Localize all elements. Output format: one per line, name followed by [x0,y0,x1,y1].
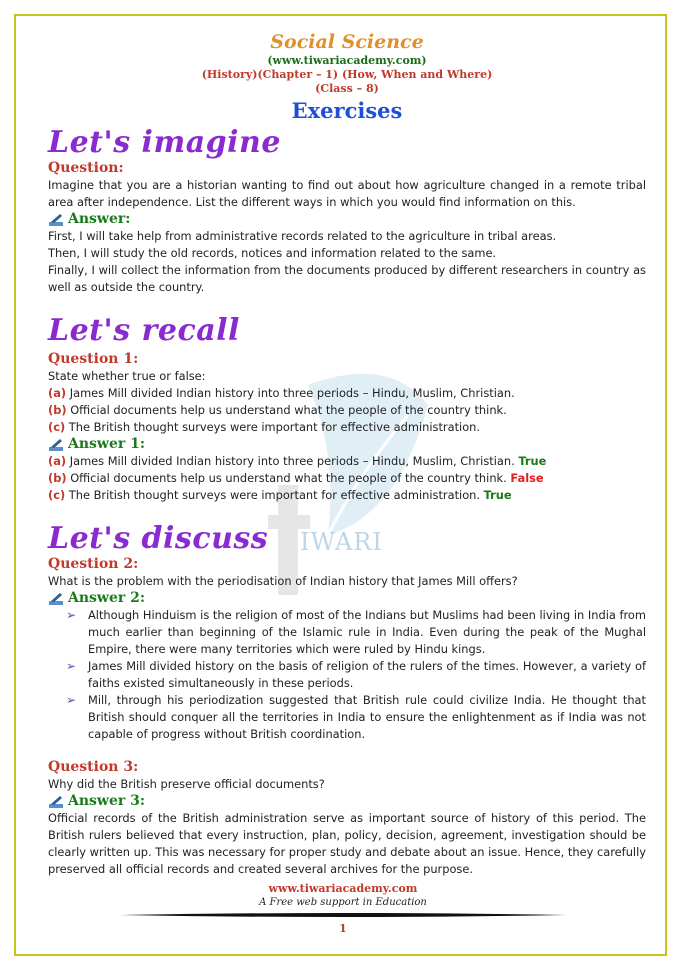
list-item [66,658,646,692]
question-text: What is the problem with the periodisation of Indian history that James Mill offers? [48,574,518,588]
answer-line: Finally, I will collect the information from the documents produced by different researchers in country as well as outside the country. [48,263,646,294]
page-footer [0,882,686,909]
footer-site: www.tiwariacademy.com [268,882,418,895]
answer-text: Official records of the British administration serve as important source of history of this period. The British rulers believed that every instruction, plan, policy, decision, agreement, investigation should be clearly written up. This was necessary for proper study and debate about an issue. Hence, they carefully preserved all official records and created several archives for the purpose. [48,811,646,876]
answer-label: Answer 1: [68,436,146,452]
statement-item [48,402,646,419]
item-label: (c) [48,420,66,434]
item-text: The British thought surveys were important for effective administration. [68,420,481,434]
answer-item [48,453,646,470]
answer-label: Answer 2: [68,590,146,606]
item-text: Official documents help us understand what the people of the country think. [70,471,507,485]
page-content [48,30,646,878]
statement-item [48,385,646,402]
item-label: (a) [48,386,67,400]
arrow-bullet-icon: ➢ [66,659,77,673]
exercises-title: Exercises [291,98,403,123]
answer-heading [48,211,646,228]
list-item [66,692,646,743]
page-number: 1 [339,922,347,935]
question-label: Question 2: [48,556,139,572]
section-heading-recall: Let's recall [48,313,240,348]
point-text: Mill, through his periodization suggested that British rule could civilize India. He thought that British should conquer all the territories in India to ensure the enlightenment as if India was not capable of progress without British coordination. [88,693,646,741]
question-text: Why did the British preserve official documents? [48,777,325,791]
answer-heading [48,590,646,607]
question-label: Question: [48,160,124,176]
list-item [66,607,646,658]
arrow-bullet-icon: ➢ [66,693,77,707]
item-text: James Mill divided Indian history into three periods – Hindu, Muslim, Christian. [69,454,515,468]
subject-title: Social Science [270,31,424,53]
answer-heading [48,793,646,810]
item-text: James Mill divided Indian history into three periods – Hindu, Muslim, Christian. [69,386,515,400]
answer-label: Answer: [68,211,131,227]
class-line: (Class – 8) [315,82,379,95]
answer-line: First, I will take help from administrative records related to the agriculture in tribal areas. [48,229,557,243]
footer-divider [120,912,566,918]
answer-heading [48,436,646,453]
question-label: Question 1: [48,351,139,367]
header-site: (www.tiwariacademy.com) [267,54,427,67]
item-text: Official documents help us understand what the people of the country think. [70,403,507,417]
answer-item [48,470,646,487]
chapter-line: (History)(Chapter – 1) (How, When and Where) [201,68,493,81]
item-label: (b) [48,471,67,485]
verdict-false: False [510,471,544,485]
section-heading-discuss: Let's discuss [48,521,269,556]
pen-icon [48,213,65,227]
item-label: (b) [48,403,67,417]
item-label: (a) [48,454,67,468]
pen-icon [48,795,65,809]
footer-tagline: A Free web support in Education [259,897,427,908]
question-intro: State whether true or false: [48,369,206,383]
question-text: Imagine that you are a historian wanting to find out about how agriculture changed in a remote tribal area after independence. List the different ways in which you would find information on this. [48,178,646,209]
item-label: (c) [48,488,66,502]
answer-label: Answer 3: [68,793,146,809]
section-heading-imagine: Let's imagine [48,125,281,160]
verdict-true: True [518,454,547,468]
page-header [48,30,646,124]
item-text: The British thought surveys were important for effective administration. [68,488,481,502]
answer-line: Then, I will study the old records, notices and information related to the same. [48,246,497,260]
point-text: Although Hinduism is the religion of most of the Indians but Muslims had been living in India from much earlier than beginning of the Islamic rule in India. Even during the peak of the Mughal Empire, there were many territories which were ruled by Hindu kings. [88,608,646,656]
arrow-bullet-icon: ➢ [66,608,77,622]
point-text: James Mill divided history on the basis of religion of the rulers of the times. However, a variety of faiths existed simultaneously in these periods. [88,659,646,690]
watermark-text: IWARI [300,528,383,556]
verdict-true: True [483,488,512,502]
answer-points [48,607,646,743]
pen-icon [48,592,65,606]
statement-item [48,419,646,436]
question-label: Question 3: [48,759,139,775]
answer-item [48,487,646,504]
pen-icon [48,438,65,452]
